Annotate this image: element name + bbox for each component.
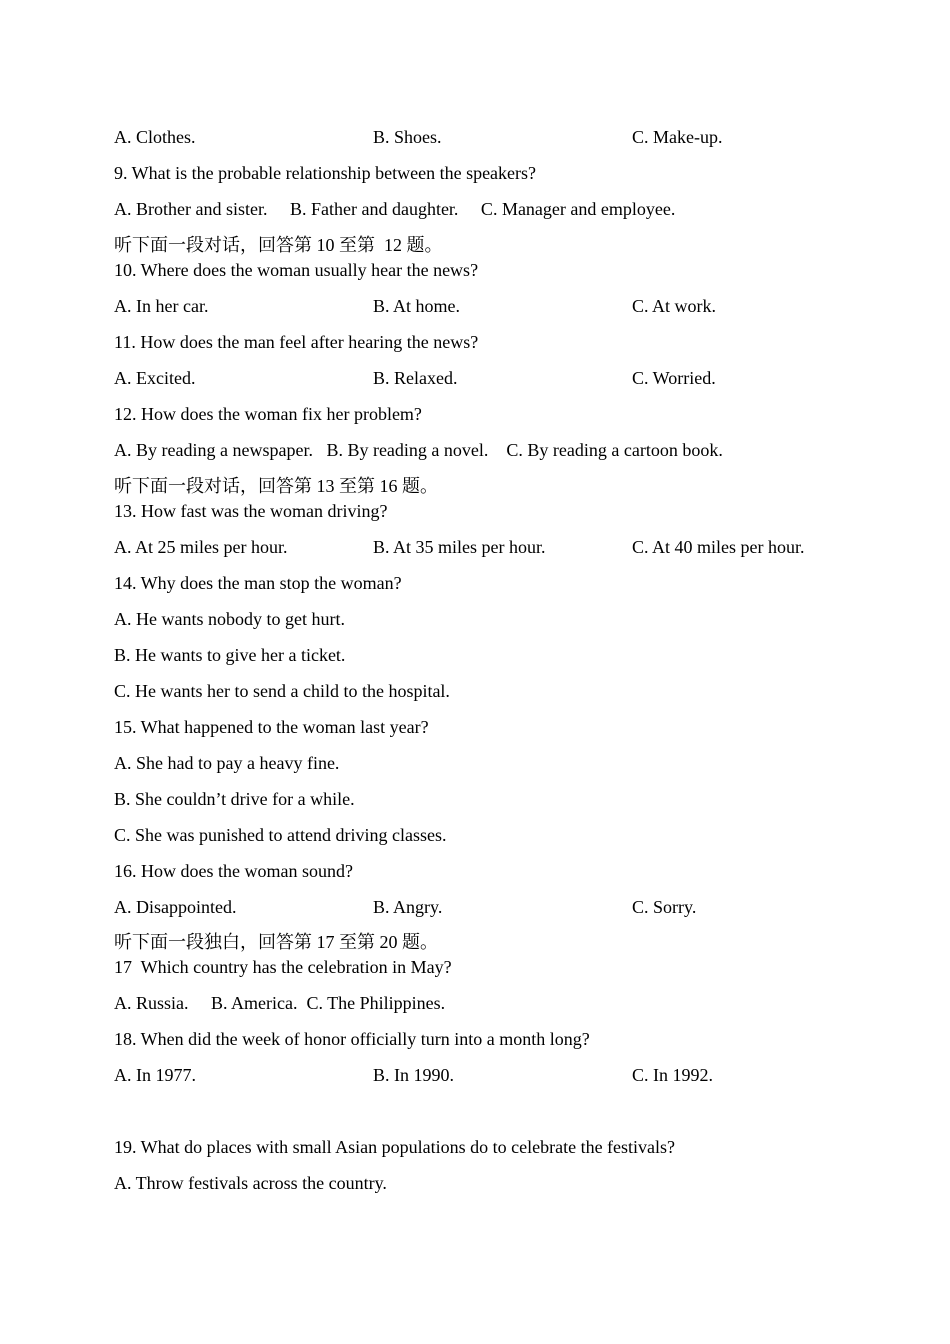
q8-option-b: B. Shoes. xyxy=(373,127,442,147)
q18-question: 18. When did the week of honor officially turn into a month long? xyxy=(114,1029,590,1049)
q18-option-c: C. In 1992. xyxy=(632,1065,713,1085)
section-heading-13-16: 听下面一段对话，回答第 13 至第 16 题。 xyxy=(114,476,438,496)
q16-option-a: A. Disappointed. xyxy=(114,897,237,917)
q14-option-c: C. He wants her to send a child to the hospital. xyxy=(114,681,450,701)
q19-option-a: A. Throw festivals across the country. xyxy=(114,1173,387,1193)
q8-option-a: A. Clothes. xyxy=(114,127,196,147)
q9-options: A. Brother and sister. B. Father and daughter. C. Manager and employee. xyxy=(114,199,676,219)
q13-option-a: A. At 25 miles per hour. xyxy=(114,537,288,557)
q16-option-b: B. Angry. xyxy=(373,897,443,917)
q12-question: 12. How does the woman fix her problem? xyxy=(114,404,422,424)
q15-option-c: C. She was punished to attend driving classes. xyxy=(114,825,447,845)
q16-question: 16. How does the woman sound? xyxy=(114,861,353,881)
section-heading-10-12: 听下面一段对话，回答第 10 至第 12 题。 xyxy=(114,235,443,255)
q9-question: 9. What is the probable relationship between the speakers? xyxy=(114,163,537,183)
q12-options: A. By reading a newspaper. B. By reading a novel. C. By reading a cartoon book. xyxy=(114,440,723,460)
q10-option-c: C. At work. xyxy=(632,296,717,316)
q10-option-a: A. In her car. xyxy=(114,296,209,316)
q14-option-b: B. He wants to give her a ticket. xyxy=(114,645,346,665)
q15-option-b: B. She couldn’t drive for a while. xyxy=(114,789,355,809)
q11-option-a: A. Excited. xyxy=(114,368,196,388)
q13-option-c: C. At 40 miles per hour. xyxy=(632,537,805,557)
q13-option-b: B. At 35 miles per hour. xyxy=(373,537,546,557)
q15-question: 15. What happened to the woman last year? xyxy=(114,717,429,737)
q10-option-b: B. At home. xyxy=(373,296,461,316)
q18-option-b: B. In 1990. xyxy=(373,1065,454,1085)
q11-question: 11. How does the man feel after hearing the news? xyxy=(114,332,479,352)
q18-option-a: A. In 1977. xyxy=(114,1065,196,1085)
section-heading-17-20: 听下面一段独白，回答第 17 至第 20 题。 xyxy=(114,932,438,952)
q15-option-a: A. She had to pay a heavy fine. xyxy=(114,753,340,773)
q13-question: 13. How fast was the woman driving? xyxy=(114,501,388,521)
q14-option-a: A. He wants nobody to get hurt. xyxy=(114,609,345,629)
q17-question: 17 Which country has the celebration in May? xyxy=(114,957,452,977)
q11-option-c: C. Worried. xyxy=(632,368,716,388)
q16-option-c: C. Sorry. xyxy=(632,897,697,917)
q19-question: 19. What do places with small Asian populations do to celebrate the festivals? xyxy=(114,1137,676,1157)
q17-options: A. Russia. B. America. C. The Philippines. xyxy=(114,993,446,1013)
q10-question: 10. Where does the woman usually hear the news? xyxy=(114,260,479,280)
q14-question: 14. Why does the man stop the woman? xyxy=(114,573,402,593)
q8-option-c: C. Make-up. xyxy=(632,127,723,147)
q11-option-b: B. Relaxed. xyxy=(373,368,458,388)
